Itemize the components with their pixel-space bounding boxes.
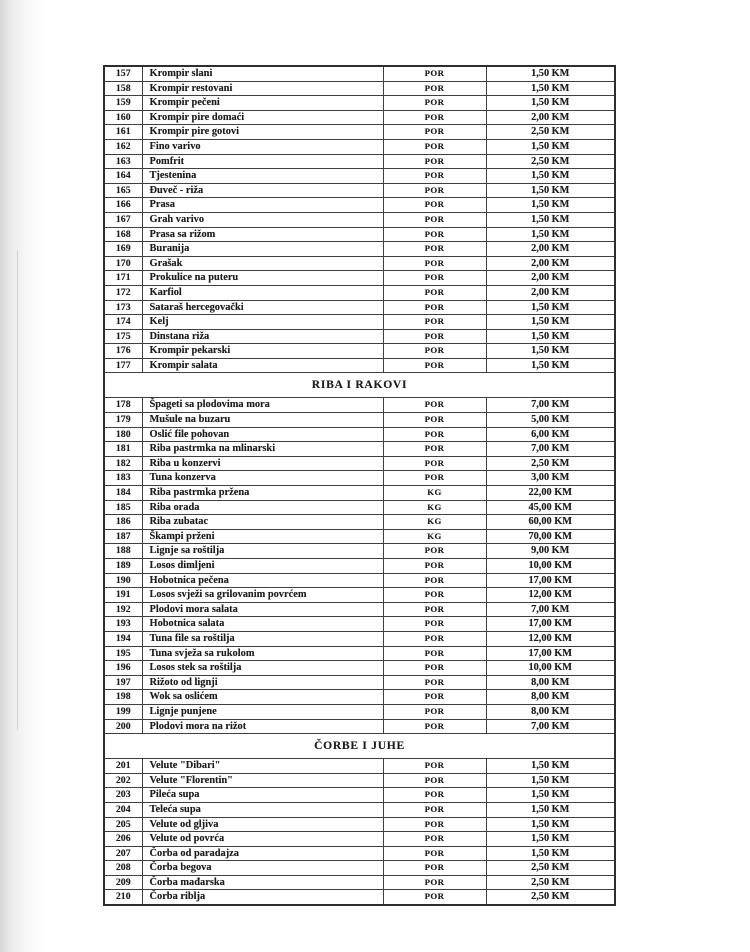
menu-item-row [104, 890, 615, 905]
menu-item-row [104, 300, 615, 315]
item-price-cell: 1,50 KM [486, 212, 615, 227]
item-unit-cell: POR [383, 690, 486, 705]
item-unit-cell: KG [383, 486, 486, 501]
item-name-cell: Prasa [142, 198, 383, 213]
item-price-cell: 1,50 KM [486, 773, 615, 788]
item-unit-cell: POR [383, 169, 486, 184]
item-price-cell: 2,50 KM [486, 125, 615, 140]
item-name-cell: Velute od gljiva [142, 817, 383, 832]
item-unit-cell: POR [383, 358, 486, 373]
item-price-cell: 8,00 KM [486, 690, 615, 705]
item-number-cell: 189 [104, 559, 142, 574]
menu-item-row [104, 588, 615, 603]
item-name-cell: Dinstana riža [142, 329, 383, 344]
item-unit-cell: POR [383, 817, 486, 832]
item-unit-cell: POR [383, 456, 486, 471]
item-number-cell: 175 [104, 329, 142, 344]
item-unit-cell: POR [383, 617, 486, 632]
item-name-cell: Krompir pire domaći [142, 110, 383, 125]
item-number-cell: 172 [104, 285, 142, 300]
item-name-cell: Plodovi mora salata [142, 602, 383, 617]
menu-item-row [104, 110, 615, 125]
item-number-cell: 160 [104, 110, 142, 125]
item-number-cell: 176 [104, 344, 142, 359]
item-unit-cell: POR [383, 110, 486, 125]
item-name-cell: Tuna svježa sa rukolom [142, 646, 383, 661]
item-unit-cell: POR [383, 588, 486, 603]
item-name-cell: Rižoto od lignji [142, 675, 383, 690]
menu-item-row [104, 154, 615, 169]
item-name-cell: Velute "Florentin" [142, 773, 383, 788]
menu-item-row [104, 81, 615, 96]
item-name-cell: Riba pastrmka pržena [142, 486, 383, 501]
item-name-cell: Čorba begova [142, 861, 383, 876]
item-price-cell: 7,00 KM [486, 398, 615, 413]
item-unit-cell: POR [383, 300, 486, 315]
item-price-cell: 1,50 KM [486, 300, 615, 315]
item-unit-cell: POR [383, 242, 486, 257]
item-unit-cell: POR [383, 602, 486, 617]
menu-item-row [104, 315, 615, 330]
item-number-cell: 192 [104, 602, 142, 617]
item-number-cell: 206 [104, 832, 142, 847]
menu-item-row [104, 358, 615, 373]
item-name-cell: Đuveč - riža [142, 183, 383, 198]
item-unit-cell: POR [383, 413, 486, 428]
menu-item-row [104, 456, 615, 471]
item-name-cell: Sataraš hercegovački [142, 300, 383, 315]
item-number-cell: 188 [104, 544, 142, 559]
item-name-cell: Tjestenina [142, 169, 383, 184]
menu-item-row [104, 646, 615, 661]
item-number-cell: 195 [104, 646, 142, 661]
item-name-cell: Losos dimljeni [142, 559, 383, 574]
item-price-cell: 1,50 KM [486, 358, 615, 373]
item-number-cell: 180 [104, 427, 142, 442]
item-price-cell: 2,50 KM [486, 875, 615, 890]
item-price-cell: 2,50 KM [486, 890, 615, 905]
item-price-cell: 17,00 KM [486, 617, 615, 632]
item-price-cell: 60,00 KM [486, 515, 615, 530]
item-price-cell: 1,50 KM [486, 759, 615, 774]
item-number-cell: 199 [104, 704, 142, 719]
menu-item-row [104, 183, 615, 198]
item-name-cell: Čorba od paradajza [142, 846, 383, 861]
item-number-cell: 165 [104, 183, 142, 198]
item-price-cell: 1,50 KM [486, 139, 615, 154]
item-name-cell: Grašak [142, 256, 383, 271]
item-name-cell: Plodovi mora na rižot [142, 719, 383, 734]
item-price-cell: 22,00 KM [486, 486, 615, 501]
item-number-cell: 187 [104, 529, 142, 544]
item-price-cell: 10,00 KM [486, 661, 615, 676]
item-price-cell: 1,50 KM [486, 227, 615, 242]
item-price-cell: 2,00 KM [486, 110, 615, 125]
item-number-cell: 210 [104, 890, 142, 905]
item-number-cell: 191 [104, 588, 142, 603]
item-number-cell: 162 [104, 139, 142, 154]
item-name-cell: Pomfrit [142, 154, 383, 169]
item-name-cell: Riba u konzervi [142, 456, 383, 471]
menu-item-row [104, 227, 615, 242]
menu-item-row [104, 471, 615, 486]
menu-item-row [104, 486, 615, 501]
item-number-cell: 202 [104, 773, 142, 788]
item-price-cell: 2,50 KM [486, 456, 615, 471]
menu-item-row [104, 690, 615, 705]
item-name-cell: Riba orada [142, 500, 383, 515]
item-price-cell: 6,00 KM [486, 427, 615, 442]
item-unit-cell: POR [383, 846, 486, 861]
item-price-cell: 12,00 KM [486, 588, 615, 603]
item-price-cell: 7,00 KM [486, 719, 615, 734]
item-unit-cell: POR [383, 139, 486, 154]
item-price-cell: 1,50 KM [486, 788, 615, 803]
item-unit-cell: POR [383, 81, 486, 96]
item-price-cell: 1,50 KM [486, 198, 615, 213]
item-number-cell: 173 [104, 300, 142, 315]
item-price-cell: 2,00 KM [486, 242, 615, 257]
item-unit-cell: POR [383, 890, 486, 905]
item-name-cell: Grah varivo [142, 212, 383, 227]
item-price-cell: 1,50 KM [486, 802, 615, 817]
item-unit-cell: POR [383, 559, 486, 574]
item-unit-cell: POR [383, 675, 486, 690]
item-name-cell: Krompir slani [142, 66, 383, 81]
menu-item-row [104, 875, 615, 890]
item-name-cell: Krompir pekarski [142, 344, 383, 359]
item-name-cell: Krompir salata [142, 358, 383, 373]
item-price-cell: 1,50 KM [486, 81, 615, 96]
item-unit-cell: POR [383, 344, 486, 359]
item-price-cell: 12,00 KM [486, 631, 615, 646]
item-name-cell: Špageti sa plodovima mora [142, 398, 383, 413]
item-name-cell: Hobotnica salata [142, 617, 383, 632]
menu-item-row [104, 861, 615, 876]
item-number-cell: 164 [104, 169, 142, 184]
item-name-cell: Kelj [142, 315, 383, 330]
item-price-cell: 1,50 KM [486, 183, 615, 198]
menu-item-row [104, 832, 615, 847]
item-unit-cell: POR [383, 183, 486, 198]
item-unit-cell: POR [383, 398, 486, 413]
item-number-cell: 193 [104, 617, 142, 632]
section-header: RIBA I RAKOVI [104, 373, 615, 398]
item-number-cell: 184 [104, 486, 142, 501]
item-unit-cell: POR [383, 759, 486, 774]
item-number-cell: 159 [104, 96, 142, 111]
menu-item-row [104, 802, 615, 817]
item-unit-cell: POR [383, 271, 486, 286]
item-name-cell: Lignje sa roštilja [142, 544, 383, 559]
item-unit-cell: POR [383, 427, 486, 442]
item-price-cell: 2,50 KM [486, 861, 615, 876]
item-unit-cell: POR [383, 646, 486, 661]
item-price-cell: 1,50 KM [486, 169, 615, 184]
item-price-cell: 1,50 KM [486, 846, 615, 861]
item-price-cell: 45,00 KM [486, 500, 615, 515]
item-number-cell: 204 [104, 802, 142, 817]
item-name-cell: Škampi prženi [142, 529, 383, 544]
item-name-cell: Hobotnica pečena [142, 573, 383, 588]
item-price-cell: 9,00 KM [486, 544, 615, 559]
item-price-cell: 1,50 KM [486, 832, 615, 847]
item-number-cell: 170 [104, 256, 142, 271]
item-number-cell: 171 [104, 271, 142, 286]
item-unit-cell: POR [383, 802, 486, 817]
menu-item-row [104, 427, 615, 442]
item-unit-cell: POR [383, 329, 486, 344]
item-name-cell: Pileća supa [142, 788, 383, 803]
item-unit-cell: POR [383, 773, 486, 788]
item-unit-cell: POR [383, 315, 486, 330]
item-number-cell: 208 [104, 861, 142, 876]
menu-item-row [104, 242, 615, 257]
menu-item-row [104, 212, 615, 227]
item-price-cell: 3,00 KM [486, 471, 615, 486]
item-name-cell: Fino varivo [142, 139, 383, 154]
item-price-cell: 70,00 KM [486, 529, 615, 544]
item-price-cell: 8,00 KM [486, 675, 615, 690]
menu-price-table [103, 65, 616, 906]
menu-item-row [104, 96, 615, 111]
item-price-cell: 5,00 KM [486, 413, 615, 428]
item-number-cell: 167 [104, 212, 142, 227]
item-number-cell: 158 [104, 81, 142, 96]
item-name-cell: Velute "Dibari" [142, 759, 383, 774]
menu-item-row [104, 773, 615, 788]
item-name-cell: Wok sa oslićem [142, 690, 383, 705]
item-number-cell: 185 [104, 500, 142, 515]
menu-item-row [104, 759, 615, 774]
item-unit-cell: POR [383, 631, 486, 646]
menu-item-row [104, 573, 615, 588]
item-number-cell: 168 [104, 227, 142, 242]
item-number-cell: 190 [104, 573, 142, 588]
item-unit-cell: KG [383, 529, 486, 544]
item-unit-cell: POR [383, 96, 486, 111]
item-number-cell: 178 [104, 398, 142, 413]
menu-table-body [104, 66, 615, 905]
menu-item-row [104, 631, 615, 646]
item-unit-cell: POR [383, 832, 486, 847]
item-price-cell: 2,00 KM [486, 271, 615, 286]
item-unit-cell: POR [383, 66, 486, 81]
scan-edge-artifact [17, 250, 18, 730]
item-unit-cell: KG [383, 515, 486, 530]
item-name-cell: Oslić file pohovan [142, 427, 383, 442]
item-number-cell: 182 [104, 456, 142, 471]
item-name-cell: Teleća supa [142, 802, 383, 817]
item-number-cell: 179 [104, 413, 142, 428]
item-number-cell: 194 [104, 631, 142, 646]
item-number-cell: 197 [104, 675, 142, 690]
item-unit-cell: POR [383, 154, 486, 169]
menu-item-row [104, 602, 615, 617]
item-price-cell: 1,50 KM [486, 329, 615, 344]
section-header-row [104, 734, 615, 759]
menu-item-row [104, 329, 615, 344]
item-number-cell: 205 [104, 817, 142, 832]
item-number-cell: 174 [104, 315, 142, 330]
item-price-cell: 1,50 KM [486, 96, 615, 111]
item-unit-cell: POR [383, 788, 486, 803]
item-name-cell: Čorba mađarska [142, 875, 383, 890]
item-price-cell: 2,50 KM [486, 154, 615, 169]
menu-item-row [104, 139, 615, 154]
item-unit-cell: POR [383, 442, 486, 457]
item-number-cell: 163 [104, 154, 142, 169]
item-number-cell: 196 [104, 661, 142, 676]
item-number-cell: 157 [104, 66, 142, 81]
item-unit-cell: POR [383, 125, 486, 140]
item-number-cell: 203 [104, 788, 142, 803]
item-price-cell: 8,00 KM [486, 704, 615, 719]
menu-item-row [104, 559, 615, 574]
menu-item-row [104, 544, 615, 559]
item-name-cell: Riba pastrmka na mlinarski [142, 442, 383, 457]
item-unit-cell: POR [383, 227, 486, 242]
item-number-cell: 200 [104, 719, 142, 734]
menu-item-row [104, 344, 615, 359]
item-price-cell: 1,50 KM [486, 315, 615, 330]
item-price-cell: 1,50 KM [486, 817, 615, 832]
item-name-cell: Krompir restovani [142, 81, 383, 96]
menu-item-row [104, 125, 615, 140]
item-name-cell: Lignje punjene [142, 704, 383, 719]
menu-item-row [104, 198, 615, 213]
menu-item-row [104, 271, 615, 286]
menu-item-row [104, 675, 615, 690]
item-unit-cell: POR [383, 544, 486, 559]
item-unit-cell: POR [383, 198, 486, 213]
menu-item-row [104, 66, 615, 81]
menu-item-row [104, 788, 615, 803]
menu-item-row [104, 617, 615, 632]
menu-item-row [104, 704, 615, 719]
item-number-cell: 186 [104, 515, 142, 530]
item-number-cell: 169 [104, 242, 142, 257]
menu-item-row [104, 500, 615, 515]
item-price-cell: 7,00 KM [486, 602, 615, 617]
item-price-cell: 1,50 KM [486, 344, 615, 359]
item-name-cell: Prokulice na puteru [142, 271, 383, 286]
section-header: ČORBE I JUHE [104, 734, 615, 759]
item-unit-cell: KG [383, 500, 486, 515]
item-unit-cell: POR [383, 256, 486, 271]
item-number-cell: 198 [104, 690, 142, 705]
item-number-cell: 183 [104, 471, 142, 486]
item-name-cell: Krompir pire gotovi [142, 125, 383, 140]
item-unit-cell: POR [383, 661, 486, 676]
menu-item-row [104, 719, 615, 734]
item-unit-cell: POR [383, 719, 486, 734]
menu-item-row [104, 256, 615, 271]
item-name-cell: Buranija [142, 242, 383, 257]
item-name-cell: Losos stek sa roštilja [142, 661, 383, 676]
menu-item-row [104, 413, 615, 428]
item-unit-cell: POR [383, 875, 486, 890]
item-number-cell: 207 [104, 846, 142, 861]
menu-item-row [104, 442, 615, 457]
item-price-cell: 7,00 KM [486, 442, 615, 457]
item-number-cell: 161 [104, 125, 142, 140]
item-price-cell: 17,00 KM [486, 573, 615, 588]
item-number-cell: 177 [104, 358, 142, 373]
item-name-cell: Tuna file sa roštilja [142, 631, 383, 646]
item-name-cell: Čorba riblja [142, 890, 383, 905]
menu-item-row [104, 398, 615, 413]
item-price-cell: 1,50 KM [486, 66, 615, 81]
item-number-cell: 201 [104, 759, 142, 774]
menu-item-row [104, 661, 615, 676]
item-unit-cell: POR [383, 573, 486, 588]
item-unit-cell: POR [383, 285, 486, 300]
item-price-cell: 2,00 KM [486, 256, 615, 271]
item-unit-cell: POR [383, 861, 486, 876]
item-unit-cell: POR [383, 471, 486, 486]
item-unit-cell: POR [383, 212, 486, 227]
section-header-row [104, 373, 615, 398]
item-name-cell: Velute od povrća [142, 832, 383, 847]
menu-item-row [104, 846, 615, 861]
item-unit-cell: POR [383, 704, 486, 719]
menu-item-row [104, 529, 615, 544]
item-name-cell: Krompir pečeni [142, 96, 383, 111]
menu-item-row [104, 817, 615, 832]
menu-item-row [104, 285, 615, 300]
item-price-cell: 10,00 KM [486, 559, 615, 574]
menu-item-row [104, 515, 615, 530]
item-name-cell: Riba zubatac [142, 515, 383, 530]
item-number-cell: 166 [104, 198, 142, 213]
item-price-cell: 17,00 KM [486, 646, 615, 661]
item-name-cell: Mušule na buzaru [142, 413, 383, 428]
item-number-cell: 181 [104, 442, 142, 457]
item-name-cell: Tuna konzerva [142, 471, 383, 486]
item-number-cell: 209 [104, 875, 142, 890]
item-name-cell: Karfiol [142, 285, 383, 300]
item-name-cell: Prasa sa rižom [142, 227, 383, 242]
item-name-cell: Losos svježi sa grilovanim povrćem [142, 588, 383, 603]
item-price-cell: 2,00 KM [486, 285, 615, 300]
menu-item-row [104, 169, 615, 184]
